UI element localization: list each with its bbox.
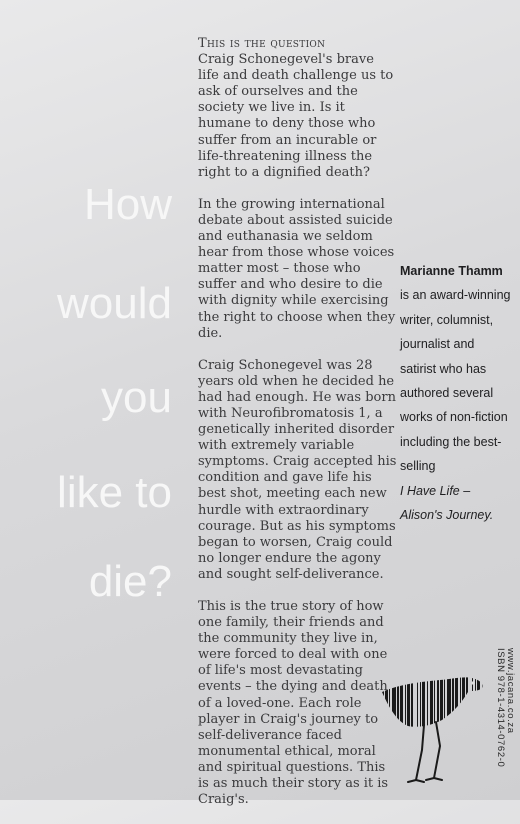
barcode-bar	[434, 670, 435, 730]
author-bio	[400, 259, 512, 527]
barcode-bar	[420, 670, 421, 730]
barcode-bar	[472, 670, 473, 730]
barcode-bar	[437, 670, 439, 730]
barcode-bar	[477, 670, 480, 730]
tagline-die: die?	[88, 557, 172, 606]
barcode-bar	[460, 670, 461, 730]
blurb-paragraph-1-text: Craig Schonegevel's brave life and death challenge us to ask of ourselves and the society we live in. Is it humane to deny those who suffer from an incurable or life-threatening illness the right to a dignified death?	[198, 52, 394, 180]
barcode-bar	[422, 670, 425, 730]
barcode-bar	[411, 670, 413, 730]
blurb-paragraph-2: In the growing international debate about assisted suicide and euthanasia we seldom hear from those whose voices matter most – those who suffer and who desire to die with dignity while exercising the right to choose when they die.	[198, 196, 396, 341]
publisher-website: www.jacana.co.za	[505, 648, 516, 734]
blurb-paragraph-4: This is the true story of how one family, their friends and the community they live in, were forced to deal with one of life's most devastating events – the dying and death of a loved-one. Each role player in Craig's journey to self-deliverance faced monumental ethical, moral and spiritual questions. This is as much their story as it is Craig's.	[198, 599, 389, 808]
barcode-bar	[466, 670, 468, 730]
barcode-bar	[397, 670, 399, 730]
tagline-how: How	[83, 180, 172, 229]
barcode-bar	[427, 670, 428, 730]
tagline-like-to: like to	[57, 468, 172, 517]
barcode-bar	[444, 670, 445, 730]
blurb-paragraph-3: Craig Schonegevel was 28 years old when he decided he had had enough. He was born with Neurofibromatosis 1, a genetically inherited disorder with extremely variable symptoms. Craig accepted his condition and gave life his best shot, meeting each new hurdle with extraordinary courage. But as his symptoms began to worsen, Craig could no longer endure the agony and sought self-deliverance.	[198, 357, 397, 582]
barcode-bar	[389, 670, 390, 730]
blurb-heading: This is the question	[198, 36, 326, 51]
barcode-bar	[405, 670, 406, 730]
barcode-bar	[462, 670, 465, 730]
blurb-text	[198, 36, 398, 824]
barcode-bar	[400, 670, 403, 730]
barcode-bar	[430, 670, 433, 730]
barcode-bar	[382, 670, 384, 730]
isbn-block	[482, 648, 516, 788]
barcode-bar	[482, 670, 483, 730]
barcode-bar	[417, 670, 418, 730]
barcode-bar	[447, 670, 451, 730]
barcode-bar	[452, 670, 454, 730]
barcode-bar	[407, 670, 410, 730]
author-book-title: I Have Life – Alison's Journey.	[400, 483, 494, 523]
author-name: Marianne Thamm	[400, 264, 503, 278]
barcode-bar	[385, 670, 388, 730]
tagline-you: you	[101, 373, 172, 422]
barcode-bar	[455, 670, 458, 730]
barcode-bar	[440, 670, 443, 730]
author-bio-text: is an award-winning writer, columnist, journalist and satirist who has authored several works of non-fiction including the best-selling	[400, 288, 511, 474]
blurb-paragraph-1	[198, 36, 398, 181]
barcode-bar	[392, 670, 396, 730]
barcode-bird-logo-icon	[380, 670, 486, 785]
barcode-bar	[475, 670, 476, 730]
isbn-number: ISBN 978-1-4314-0762-0	[495, 648, 506, 768]
tagline-would: would	[57, 279, 172, 328]
